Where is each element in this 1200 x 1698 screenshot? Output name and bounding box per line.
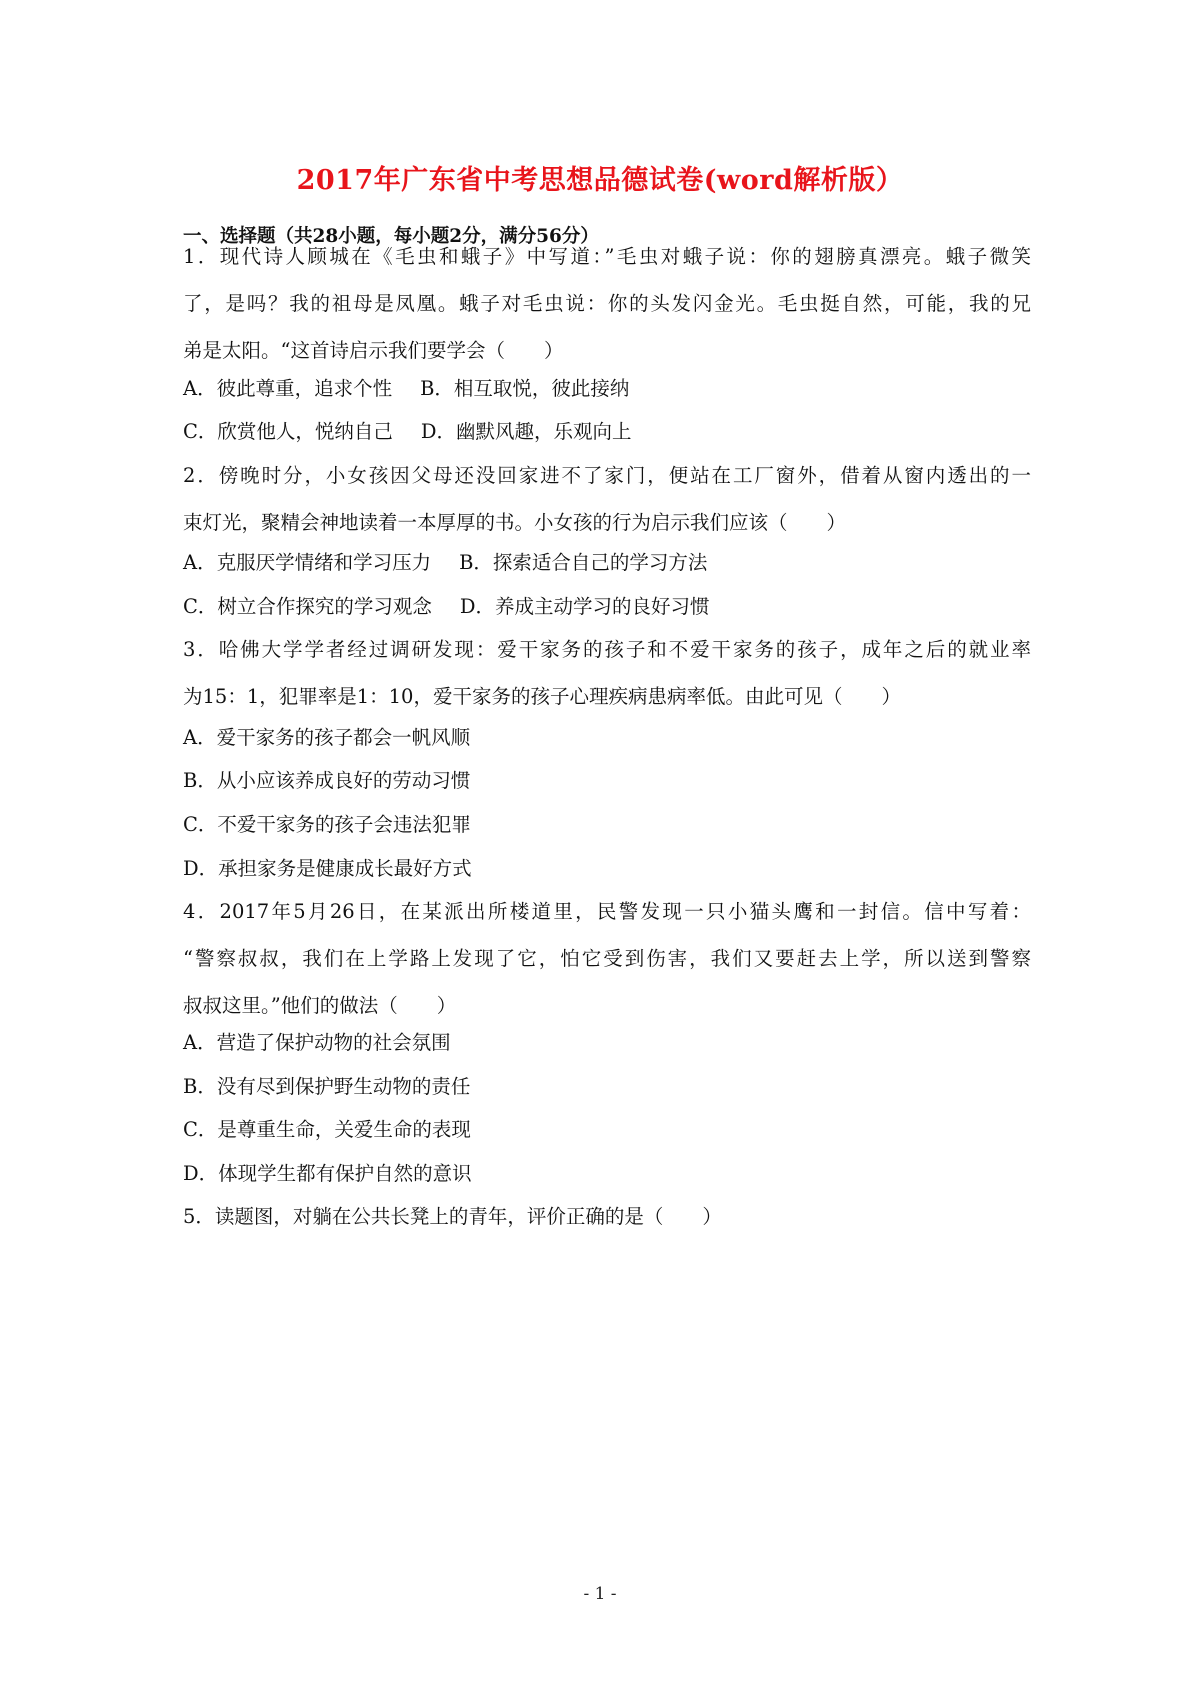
question-4-option-d [183, 1150, 472, 1197]
question-2-options-row-1 [183, 539, 707, 586]
question-3-option-b [183, 757, 470, 804]
question-line: “警察叔叔，我们在上学路上发现了它，怕它受到伤害，我们又要赶去上学，所以送到警察 [183, 947, 1031, 970]
option-c: C．不爱干家务的孩子会违法犯罪 [183, 813, 471, 836]
option-d: D．承担家务是健康成长最好方式 [183, 857, 472, 880]
option-c: C．树立合作探究的学习观念 [183, 595, 432, 618]
option-b: B．从小应该养成良好的劳动习惯 [183, 769, 471, 792]
question-1-options-row-1 [183, 365, 629, 412]
question-line: 弟是太阳。“这首诗启示我们要学会（ ） [183, 339, 564, 362]
question-line: 了，是吗？我的祖母是凤凰。蛾子对毛虫说：你的头发闪金光。毛虫挺自然，可能，我的兄 [183, 292, 1031, 315]
question-4-option-a [183, 1019, 451, 1066]
question-line: 叔叔这里。”他们的做法（ ） [183, 994, 457, 1017]
question-3-option-a [183, 714, 470, 761]
question-4 [183, 888, 1031, 1029]
question-line: 3．哈佛大学学者经过调研发现：爱干家务的孩子和不爱干家务的孩子，成年之后的就业率 [183, 638, 1031, 661]
page-number: - 1 - [583, 1584, 617, 1604]
section-heading: 一、选择题（共28小题，每小题2分，满分56分） [183, 226, 599, 247]
question-5 [183, 1193, 1031, 1240]
question-line: 4．2017年5月26日，在某派出所楼道里，民警发现一只小猫头鹰和一封信。信中写着： [183, 900, 1031, 923]
option-a: A．克服厌学情绪和学习压力 [183, 551, 432, 574]
question-3 [183, 626, 1031, 720]
option-a: A．爱干家务的孩子都会一帆风顺 [183, 726, 471, 749]
question-1 [183, 233, 1031, 374]
option-c: C．欣赏他人，悦纳自己 [183, 420, 393, 443]
question-3-option-d [183, 845, 472, 892]
option-b: B．相互取悦，彼此接纳 [420, 377, 630, 400]
option-d: D．养成主动学习的良好习惯 [459, 595, 710, 618]
option-b: B．探索适合自己的学习方法 [459, 551, 708, 574]
option-b: B．没有尽到保护野生动物的责任 [183, 1075, 471, 1098]
question-line: 束灯光，聚精会神地读着一本厚厚的书。小女孩的行为启示我们应该（ ） [183, 511, 847, 534]
question-line: 2．傍晚时分，小女孩因父母还没回家进不了家门，便站在工厂窗外，借着从窗内透出的一 [183, 464, 1031, 487]
question-4-option-b [183, 1063, 470, 1110]
option-d: D．幽默风趣，乐观向上 [420, 420, 632, 443]
option-a: A．营造了保护动物的社会氛围 [183, 1031, 451, 1054]
question-4-option-c [183, 1106, 471, 1153]
option-a: A．彼此尊重，追求个性 [183, 377, 393, 400]
question-1-options-row-2 [183, 408, 632, 455]
question-line: 1．现代诗人顾城在《毛虫和蛾子》中写道：”毛虫对蛾子说：你的翅膀真漂亮。蛾子微笑 [183, 245, 1031, 268]
question-2 [183, 452, 1031, 546]
question-line: 5．读题图，对躺在公共长凳上的青年，评价正确的是（ ） [183, 1205, 722, 1228]
exam-title: 2017年广东省中考思想品德试卷(word解析版） [296, 165, 904, 196]
option-d: D．体现学生都有保护自然的意识 [183, 1162, 472, 1185]
question-line: 为15：1，犯罪率是1：10，爱干家务的孩子心理疾病患病率低。由此可见（ ） [183, 685, 901, 708]
question-2-options-row-2 [183, 583, 710, 630]
option-c: C．是尊重生命，关爱生命的表现 [183, 1118, 471, 1141]
question-3-option-c [183, 801, 471, 848]
